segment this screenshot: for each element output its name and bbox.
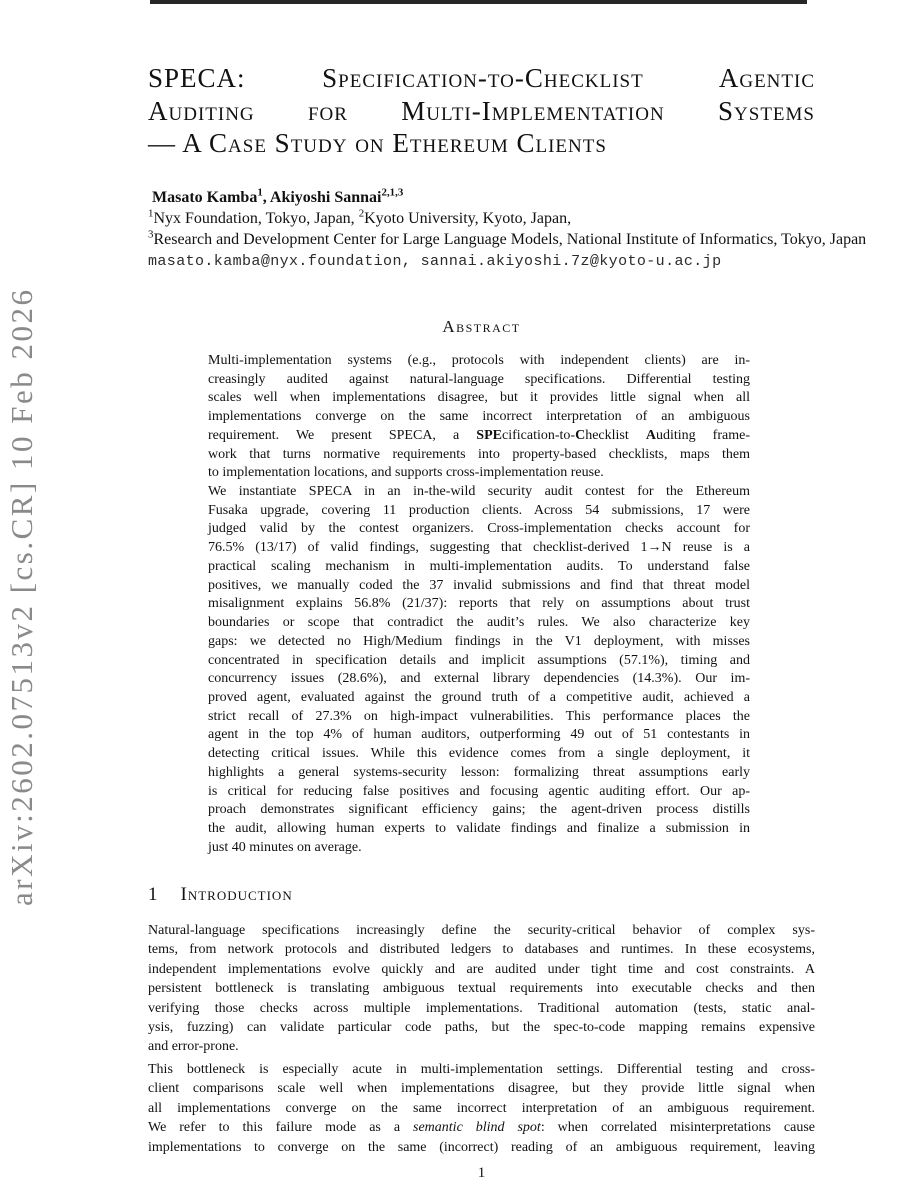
- text-line: — A Case Study on Ethereum Clients: [148, 128, 607, 158]
- text-line: We refer to this failure mode as a semantic blind spot: when correlated misinterpretations cause: [148, 1120, 815, 1136]
- text-line: detecting critical issues. While this evidence comes from a single deployment, it: [208, 746, 750, 762]
- intro-paragraph-1: [148, 921, 815, 1057]
- text-line: and error-prone.: [148, 1039, 239, 1055]
- section-heading-introduction: [148, 884, 293, 906]
- text-line: positives, we manually coded the 37 invalid submissions and find that threat model: [208, 577, 750, 593]
- paper-content: [148, 0, 867, 1200]
- text-line: SPECA: Specification-to-Checklist Agentic: [148, 63, 815, 93]
- text-line: This bottleneck is especially acute in multi-implementation settings. Differential testing and cross-: [148, 1062, 815, 1077]
- text-line: is critical for reducing false positives and focusing agentic auditing effort. Our ap-: [208, 783, 750, 799]
- section-title: Introduction: [180, 884, 293, 905]
- abstract-heading: Abstract: [442, 317, 521, 336]
- text-line: practical scaling mechanism in multi-implementation audits. To understand false: [208, 558, 750, 574]
- text-line: strict recall of 27.3% on high-impact vulnerabilities. This performance places the: [208, 708, 750, 724]
- section-number: 1: [148, 884, 159, 905]
- affiliation-line-1: $^1$Nyx Foundation, Tokyo, Japan, $^2$Kyoto University, Kyoto, Japan,: [148, 207, 572, 227]
- text-line: requirement. We present SPECA, a SPEcification-to-Checklist Auditing frame-: [208, 427, 750, 443]
- text-line: Auditing for Multi-Implementation Systems: [148, 95, 815, 126]
- text-line: implementations converge on the same incorrect interpretation of an ambiguous: [208, 409, 750, 425]
- text-line: persistent bottleneck is translating ambiguous textual requirements into executable checks and then: [148, 981, 815, 997]
- text-line: concurrency issues (28.6%), and external library dependencies (14.3%). Our im-: [208, 671, 750, 687]
- text-line: Natural-language specifications increasingly define the security-critical behavior of complex sys-: [148, 923, 815, 938]
- text-line: implementations to converge on the same (incorrect) reading of an ambiguous requirement, leaving: [148, 1139, 815, 1155]
- intro-paragraph-2: [148, 1060, 815, 1157]
- text-line: 76.5% (13/17) of valid findings, suggesting that checklist-derived 1→N reuse is a: [208, 540, 750, 556]
- text-line: independent implementations evolve quickly and are audited under tight time and cost constraints. A: [148, 961, 815, 977]
- text-line: boundaries or scope that contradict the audit’s rules. We also characterize key: [208, 615, 750, 631]
- text-line: ysis, fuzzing) can validate particular code paths, but the spec-to-code mapping remains expensive: [148, 1020, 815, 1036]
- text-line: work that turns normative requirements into property-based checklists, maps them: [208, 446, 750, 462]
- text-line: highlights a general systems-security lesson: formalizing threat assumptions early: [208, 764, 750, 780]
- abstract-paragraph-1: [208, 352, 750, 483]
- page-number: 1: [477, 1165, 486, 1181]
- author-names: Masato Kamba$^1$, Akiyoshi Sannai$^{2,1,3}$: [152, 186, 404, 206]
- text-line: Fusaka upgrade, covering 11 production clients. Across 54 submissions, 17 were: [208, 502, 750, 518]
- text-line: creasingly audited against natural-language specifications. Differential testing: [208, 371, 750, 387]
- text-line: We instantiate SPECA in an in-the-wild security audit contest for the Ethereum: [208, 484, 750, 500]
- abstract-paragraph-2: [208, 483, 750, 857]
- text-line: all implementations converge on the same incorrect interpretation of an ambiguous requirement.: [148, 1100, 815, 1116]
- text-line: just 40 minutes on average.: [208, 839, 362, 855]
- text-line: proach demonstrates significant efficiency gains; the agent-driven process distills: [208, 802, 750, 818]
- text-line: proved agent, evaluated against the ground truth of a competitive audit, achieved a: [208, 689, 750, 705]
- text-line: verifying those checks across multiple implementations. Traditional automation (tests, static anal-: [148, 1000, 815, 1016]
- text-line: tems, from network protocols and distributed ledgers to databases and runtimes. In these ecosystems,: [148, 942, 815, 958]
- paper-title: [148, 62, 815, 160]
- text-line: agent in the top 4% of human auditors, outperforming 49 out of 51 contestants in: [208, 727, 750, 743]
- authors-block: [148, 186, 867, 272]
- author-emails: masato.kamba@nyx.foundation, sannai.akiyoshi.7z@kyoto-u.ac.jp: [148, 253, 722, 270]
- text-line: gaps: we detected no High/Medium findings in the V1 deployment, with misses: [208, 633, 750, 649]
- text-line: Multi-implementation systems (e.g., protocols with independent clients) are in-: [208, 353, 750, 368]
- text-line: scales well when implementations disagree, but it provides little signal when all: [208, 390, 750, 406]
- text-line: to implementation locations, and supports cross-implementation reuse.: [208, 465, 604, 481]
- text-line: judged valid by the contest organizers. Cross-implementation checks account for: [208, 521, 750, 537]
- abstract-body: [208, 352, 750, 857]
- text-line: concentrated in specification details and implicit assumptions (57.1%), timing and: [208, 652, 750, 668]
- arxiv-watermark: arXiv:2602.07513v2 [cs.CR] 10 Feb 2026: [4, 287, 39, 906]
- text-line: client comparisons scale well when implementations disagree, but they provide little signal when: [148, 1081, 815, 1097]
- text-line: misalignment explains 56.8% (21/37): reports that rely on assumptions about trust: [208, 596, 750, 612]
- text-line: the audit, allowing human experts to validate findings and finalize a submission in: [208, 820, 750, 836]
- affiliation-line-2: $^3$Research and Development Center for Large Language Models, National Institute of Informatics, Tokyo, Japan: [148, 228, 867, 248]
